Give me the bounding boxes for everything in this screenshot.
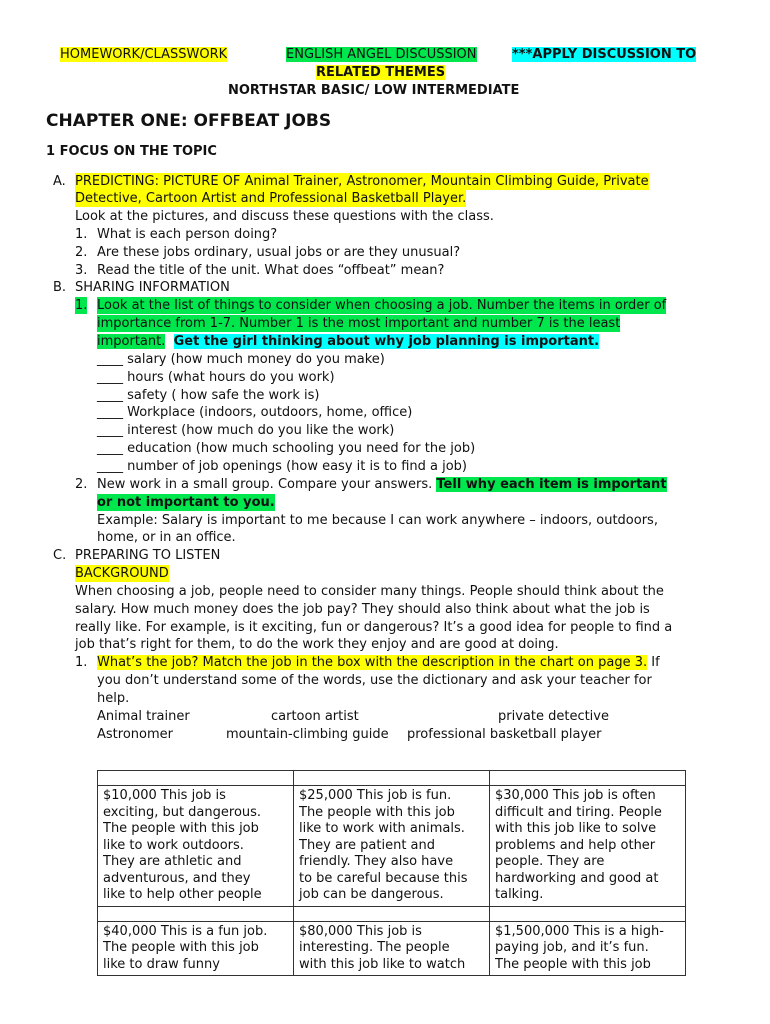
paragraph-line: salary. How much money does the job pay? They should also think about what the job is <box>75 602 650 617</box>
question-number: 2. <box>75 245 88 260</box>
b-item1-line3 <box>97 333 599 350</box>
cell-line: interesting. The people <box>299 940 450 955</box>
cell-line: job can be dangerous. <box>299 887 444 902</box>
example-line1: Example: Salary is important to me because I can work anywhere – indoors, outdoors, <box>97 513 658 528</box>
question-text: Read the title of the unit. What does “offbeat” mean? <box>97 263 445 278</box>
question-text: What is each person doing? <box>97 227 278 242</box>
job-mountain-guide: mountain-climbing guide <box>226 727 389 742</box>
table-row <box>98 771 686 786</box>
cell-line: to be careful because this <box>299 870 468 886</box>
cell-line: $10,000 This job is <box>103 788 226 803</box>
section-a-marker: A. <box>53 174 66 189</box>
c-item1-line3: help. <box>97 691 130 706</box>
teacher-note: Get the girl thinking about why job planning is important. <box>173 334 600 349</box>
section-heading: 1 FOCUS ON THE TOPIC <box>46 144 217 159</box>
cell-line: The people with this job <box>103 821 259 836</box>
b-item2-text: New work in a small group. Compare your answers. <box>97 477 433 492</box>
b-item1-line1: Look at the list of things to consider when choosing a job. Number the items in order of <box>97 298 667 313</box>
empty-cell <box>294 906 490 921</box>
job-private-detective: private detective <box>498 709 609 724</box>
table-cell <box>294 921 490 976</box>
section-a-intro: Look at the pictures, and discuss these questions with the class. <box>75 209 494 224</box>
apply-label: ***APPLY DISCUSSION TO <box>512 47 697 62</box>
b-item1-number: 1. <box>75 298 88 313</box>
cell-line: The people with this job <box>299 804 455 820</box>
homework-label: HOMEWORK/CLASSWORK <box>60 47 228 62</box>
cell-line: $1,500,000 This is a high- <box>495 923 664 939</box>
cell-line: The people with this job <box>103 940 259 955</box>
discussion-label: ENGLISH ANGEL DISCUSSION <box>286 47 477 62</box>
c-item1-tail: If <box>647 655 660 670</box>
b-item1-line2: importance from 1-7. Number 1 is the most important and number 7 is the least <box>97 316 621 331</box>
cell-line: $80,000 This job is <box>299 923 422 939</box>
empty-cell <box>294 771 490 786</box>
blank-item-safety: ____ safety ( how safe the work is) <box>97 388 320 403</box>
job-description-table <box>97 770 686 976</box>
table-cell <box>490 921 686 976</box>
empty-cell <box>98 906 294 921</box>
cell-line: adventurous, and they <box>103 870 251 886</box>
section-c-title: PREPARING TO LISTEN <box>75 548 221 563</box>
table-row <box>98 786 686 907</box>
c-item1-number: 1. <box>75 655 88 670</box>
table-cell <box>98 921 294 976</box>
b-item2-line2: or not important to you. <box>97 495 275 510</box>
blank-item-interest: ____ interest (how much do you like the work) <box>97 423 395 438</box>
related-themes-label: RELATED THEMES <box>316 65 446 80</box>
empty-cell <box>490 906 686 921</box>
table-row <box>98 921 686 976</box>
c-item1-highlight: What’s the job? Match the job in the box with the description in the chart on page 3. <box>97 655 648 670</box>
cell-line: difficult and tiring. People <box>495 804 662 820</box>
b-item2-number: 2. <box>75 477 88 492</box>
cell-line: problems and help other <box>495 837 656 853</box>
cell-line: like to work with animals. <box>299 821 465 836</box>
cell-line: people. They are <box>495 854 605 869</box>
section-c-marker: C. <box>53 548 67 563</box>
table-row <box>98 906 686 921</box>
c-item1-line1 <box>97 654 660 671</box>
cell-line: The people with this job <box>495 956 651 972</box>
cell-line: exciting, but dangerous. <box>103 804 262 820</box>
cell-line: $25,000 This job is fun. <box>299 788 452 803</box>
cell-line: with this job like to watch <box>299 956 466 972</box>
paragraph-line: job that’s right for them, to do the work they enjoy and are good at doing. <box>75 637 559 652</box>
empty-cell <box>490 771 686 786</box>
paragraph-line: really like. For example, is it exciting, fun or dangerous? It’s a good idea for people to find a <box>75 620 673 635</box>
job-astronomer: Astronomer <box>97 727 173 742</box>
cell-line: talking. <box>495 887 544 902</box>
table-cell <box>294 786 490 907</box>
cell-line: like to draw funny <box>103 956 220 972</box>
b-item1-line3a: important. <box>97 334 166 349</box>
section-b-title: SHARING INFORMATION <box>75 280 230 295</box>
blank-item-education: ____ education (how much schooling you need for the job) <box>97 441 476 456</box>
table-cell <box>490 786 686 907</box>
cell-line: They are athletic and <box>103 854 242 869</box>
cell-line: They are patient and <box>299 837 436 853</box>
c-item1-line2: you don’t understand some of the words, use the dictionary and ask your teacher for <box>97 673 652 688</box>
job-basketball-player: professional basketball player <box>407 727 602 742</box>
job-animal-trainer: Animal trainer <box>97 709 190 724</box>
background-label: BACKGROUND <box>75 566 169 581</box>
chapter-title: CHAPTER ONE: OFFBEAT JOBS <box>46 111 332 131</box>
cell-line: with this job like to solve <box>495 821 657 836</box>
cell-line: $40,000 This is a fun job. <box>103 923 268 939</box>
cell-line: $30,000 This job is often <box>495 788 656 803</box>
section-b-marker: B. <box>53 280 67 295</box>
question-number: 1. <box>75 227 88 242</box>
cell-line: friendly. They also have <box>299 854 454 869</box>
blank-item-salary: ____ salary (how much money do you make) <box>97 352 385 367</box>
blank-item-workplace: ____ Workplace (indoors, outdoors, home, office) <box>97 405 413 420</box>
cell-line: like to help other people <box>103 887 262 902</box>
empty-cell <box>98 771 294 786</box>
blank-item-openings: ____ number of job openings (how easy it is to find a job) <box>97 459 467 474</box>
level-label: NORTHSTAR BASIC/ LOW INTERMEDIATE <box>228 83 520 98</box>
question-text: Are these jobs ordinary, usual jobs or are they unusual? <box>97 245 461 260</box>
blank-item-hours: ____ hours (what hours do you work) <box>97 370 335 385</box>
cell-line: like to work outdoors. <box>103 837 244 853</box>
b-item2-line1 <box>97 476 667 493</box>
cell-line: hardworking and good at <box>495 870 659 886</box>
b-item2-highlight: Tell why each item is important <box>436 477 667 492</box>
example-line2: home, or in an office. <box>97 530 236 545</box>
section-a-line2: Detective, Cartoon Artist and Professional Basketball Player. <box>75 191 467 206</box>
paragraph-line: When choosing a job, people need to consider many things. People should think about the <box>75 584 664 599</box>
cell-line: paying job, and it’s fun. <box>495 940 649 955</box>
table-cell <box>98 786 294 907</box>
job-cartoon-artist: cartoon artist <box>271 709 359 724</box>
question-number: 3. <box>75 263 88 278</box>
section-a-line1: PREDICTING: PICTURE OF Animal Trainer, Astronomer, Mountain Climbing Guide, Private <box>75 174 649 189</box>
